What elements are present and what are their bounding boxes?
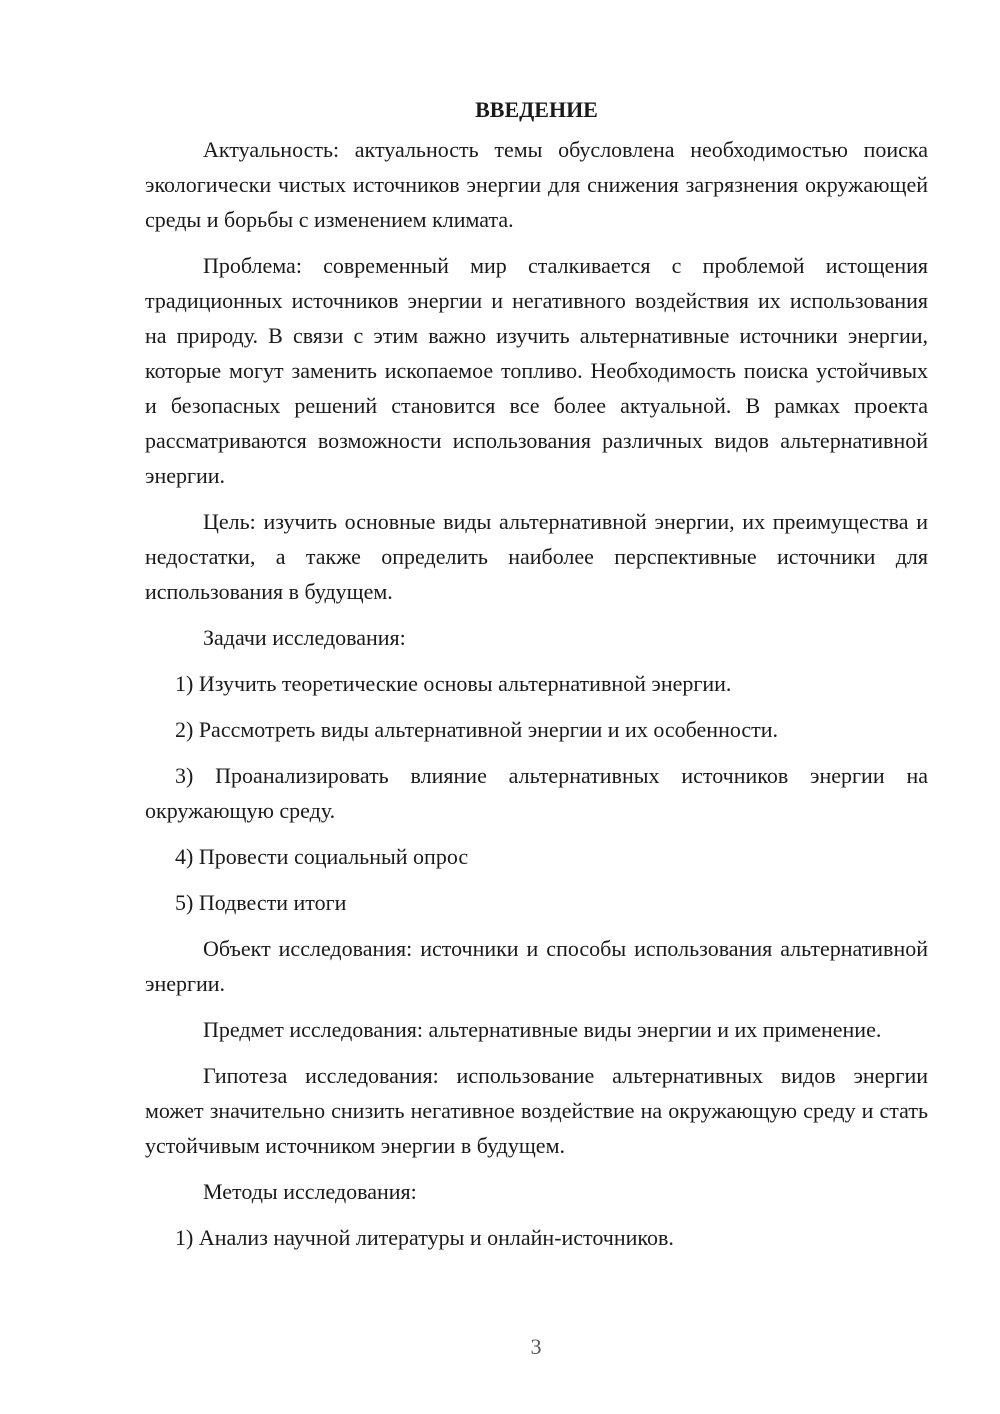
task-item-3: 3) Проанализировать влияние альтернативных источников энергии на окружающую среду.: [145, 763, 928, 823]
tasks-heading: Задачи исследования:: [203, 625, 406, 650]
document-page: [145, 96, 928, 1266]
task-item-4: 4) Провести социальный опрос: [175, 844, 469, 869]
object-paragraph: Объект исследования: источники и способы использования альтернативной энергии.: [145, 936, 928, 996]
method-item-1: 1) Анализ научной литературы и онлайн-источников.: [175, 1225, 674, 1250]
relevance-paragraph: Актуальность: актуальность темы обусловлена необходимостью поиска экологически чистых источников энергии для снижения загрязнения окружающей среды и борьбы с изменением климата.: [145, 137, 928, 232]
section-title: ВВЕДЕНИЕ: [475, 97, 598, 122]
problem-paragraph: Проблема: современный мир сталкивается с проблемой истощения традиционных источников энергии и негативного воздействия их использования на природу. В связи с этим важно изучить альтернативные источники энергии, которые могут заменить ископаемое топливо. Необходимость поиска устойчивых и безопасных решений становится все более актуальной. В рамках проекта рассматриваются возможности использования различных видов альтернативной энергии.: [145, 253, 928, 488]
task-item-1: 1) Изучить теоретические основы альтернативной энергии.: [175, 671, 732, 696]
goal-paragraph: Цель: изучить основные виды альтернативной энергии, их преимущества и недостатки, а также определить наиболее перспективные источники для использования в будущем.: [145, 509, 928, 604]
task-item-5: 5) Подвести итоги: [175, 890, 347, 915]
subject-paragraph: Предмет исследования: альтернативные виды энергии и их применение.: [203, 1017, 882, 1042]
methods-heading: Методы исследования:: [203, 1179, 417, 1204]
page-number: 3: [530, 1334, 542, 1359]
task-item-2: 2) Рассмотреть виды альтернативной энергии и их особенности.: [175, 717, 779, 742]
hypothesis-paragraph: Гипотеза исследования: использование альтернативных видов энергии может значительно снизить негативное воздействие на окружающую среду и стать устойчивым источником энергии в будущем.: [145, 1063, 928, 1158]
